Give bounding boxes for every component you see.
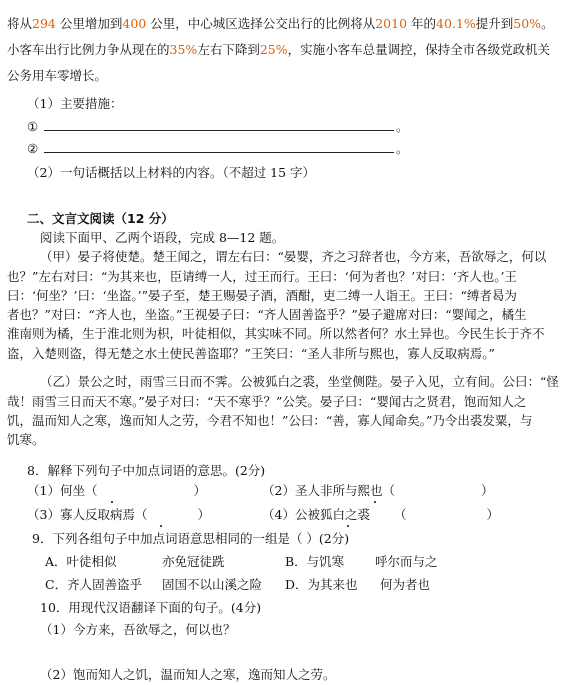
emphasis-dot	[111, 501, 113, 503]
yi-line-3: 饥，温而知人之寒，逸而知人之劳，今君不知也！”公曰：“善，寡人闻命矣。”乃令出裘发粟，与	[7, 413, 533, 428]
para-line-2: 小客车出行比例力争从现在的35%左右下降到25%，实施小客车总量调控，保持全市各级党政机关	[7, 42, 551, 57]
q8-stem: 8．解释下列句子中加点词语的意思。(2分)	[27, 463, 266, 478]
question-summary: （2）一句话概括以上材料的内容。（不超过 15 字）	[27, 165, 316, 180]
jia-line-3: 曰：‘何坐？’曰：‘坐盗。’”晏子至，楚王赐晏子酒，酒酣，吏二缚一人诣王。王曰：“缚者曷为	[7, 288, 517, 303]
q9-option-a-2: 亦免冠徒跣	[162, 554, 225, 569]
q9-option-b: B．与饥寒	[285, 554, 345, 569]
jia-line-2: 也？”左右对曰：“为其来也，臣请缚一人，过王而行。王曰：‘何为者也？’对曰：‘齐人也。’王	[7, 269, 517, 284]
emphasis-dot	[374, 501, 376, 503]
jia-line-4: 者也？”对曰：“齐人也，坐盗。”王视晏子曰：“齐人固善盗乎？”晏子避席对曰：“婴闻之，橘生	[7, 307, 527, 322]
yi-line-2: 哉！雨雪三日而天不寒。”晏子对曰：“天不寒乎？”公笑。晏子曰：“婴闻古之贤君，饱而知人之	[7, 394, 527, 409]
yi-line-4: 饥寒。	[7, 432, 45, 447]
answer-line-1	[44, 130, 394, 131]
item-marker-1: ①	[27, 119, 39, 134]
q9-option-c: C．齐人固善盗乎	[45, 577, 143, 592]
emphasis-dot	[347, 525, 349, 527]
section-intro: 阅读下面甲、乙两个语段，完成 8—12 题。	[40, 230, 285, 245]
q8-item-2: （2）圣人非所与熙也（ ）	[262, 483, 494, 498]
answer-line-2	[44, 152, 394, 153]
q10-sentence-1: （1）今方来，吾欲辱之，何以也？	[40, 622, 236, 637]
q9-option-a: A．叶徒相似	[45, 554, 117, 569]
para-line-1: 将从294 公里增加到400 公里，中心城区选择公交出行的比例将从2010 年的40.1%提升到50%。	[7, 16, 554, 31]
para-line-3: 公务用车零增长。	[7, 68, 108, 83]
jia-line-5: 淮南则为橘，生于淮北则为枳，叶徒相似，其实味不同。所以然者何？水土异也。今民生长于齐不	[7, 326, 545, 341]
yi-line-1: （乙）景公之时，雨雪三日而不霁。公被狐白之裘，坐堂侧陛。晏子入见，立有间。公曰：“怪	[40, 374, 559, 389]
emphasis-dot	[160, 525, 162, 527]
q8-item-4: （4）公被狐白之裘 （ ）	[262, 507, 499, 522]
q8-item-1: （1）何坐（ ）	[27, 483, 206, 498]
q9-option-b-2: 呼尔而与之	[375, 554, 438, 569]
q10-stem: 10．用现代汉语翻译下面的句子。(4分)	[40, 600, 262, 615]
jia-line-6: 盗，入楚则盗，得无楚之水土使民善盗耶？”王笑曰：“圣人非所与熙也，寡人反取病焉。”	[7, 346, 495, 361]
answer-end-1: 。	[396, 119, 409, 134]
section-title: 二、文言文阅读（12 分）	[27, 211, 174, 226]
jia-line-1: （甲）晏子将使楚。楚王闻之，谓左右曰：“晏婴，齐之习辞者也，今方来，吾欲辱之，何以	[40, 249, 547, 264]
answer-end-2: 。	[396, 141, 409, 156]
q9-stem: 9．下列各组句子中加点词语意思相同的一组是（ ）(2分)	[32, 531, 350, 546]
question-main-measures: （1）主要措施：	[27, 96, 123, 111]
q9-option-d: D．为其来也	[285, 577, 358, 592]
q10-sentence-2: （2）饱而知人之饥，温而知人之寒，逸而知人之劳。	[40, 667, 336, 682]
q9-option-d-2: 何为者也	[380, 577, 431, 592]
q9-option-c-2: 固国不以山溪之险	[162, 577, 263, 592]
item-marker-2: ②	[27, 141, 39, 156]
q8-item-3: （3）寡人反取病焉（ ）	[27, 507, 210, 522]
